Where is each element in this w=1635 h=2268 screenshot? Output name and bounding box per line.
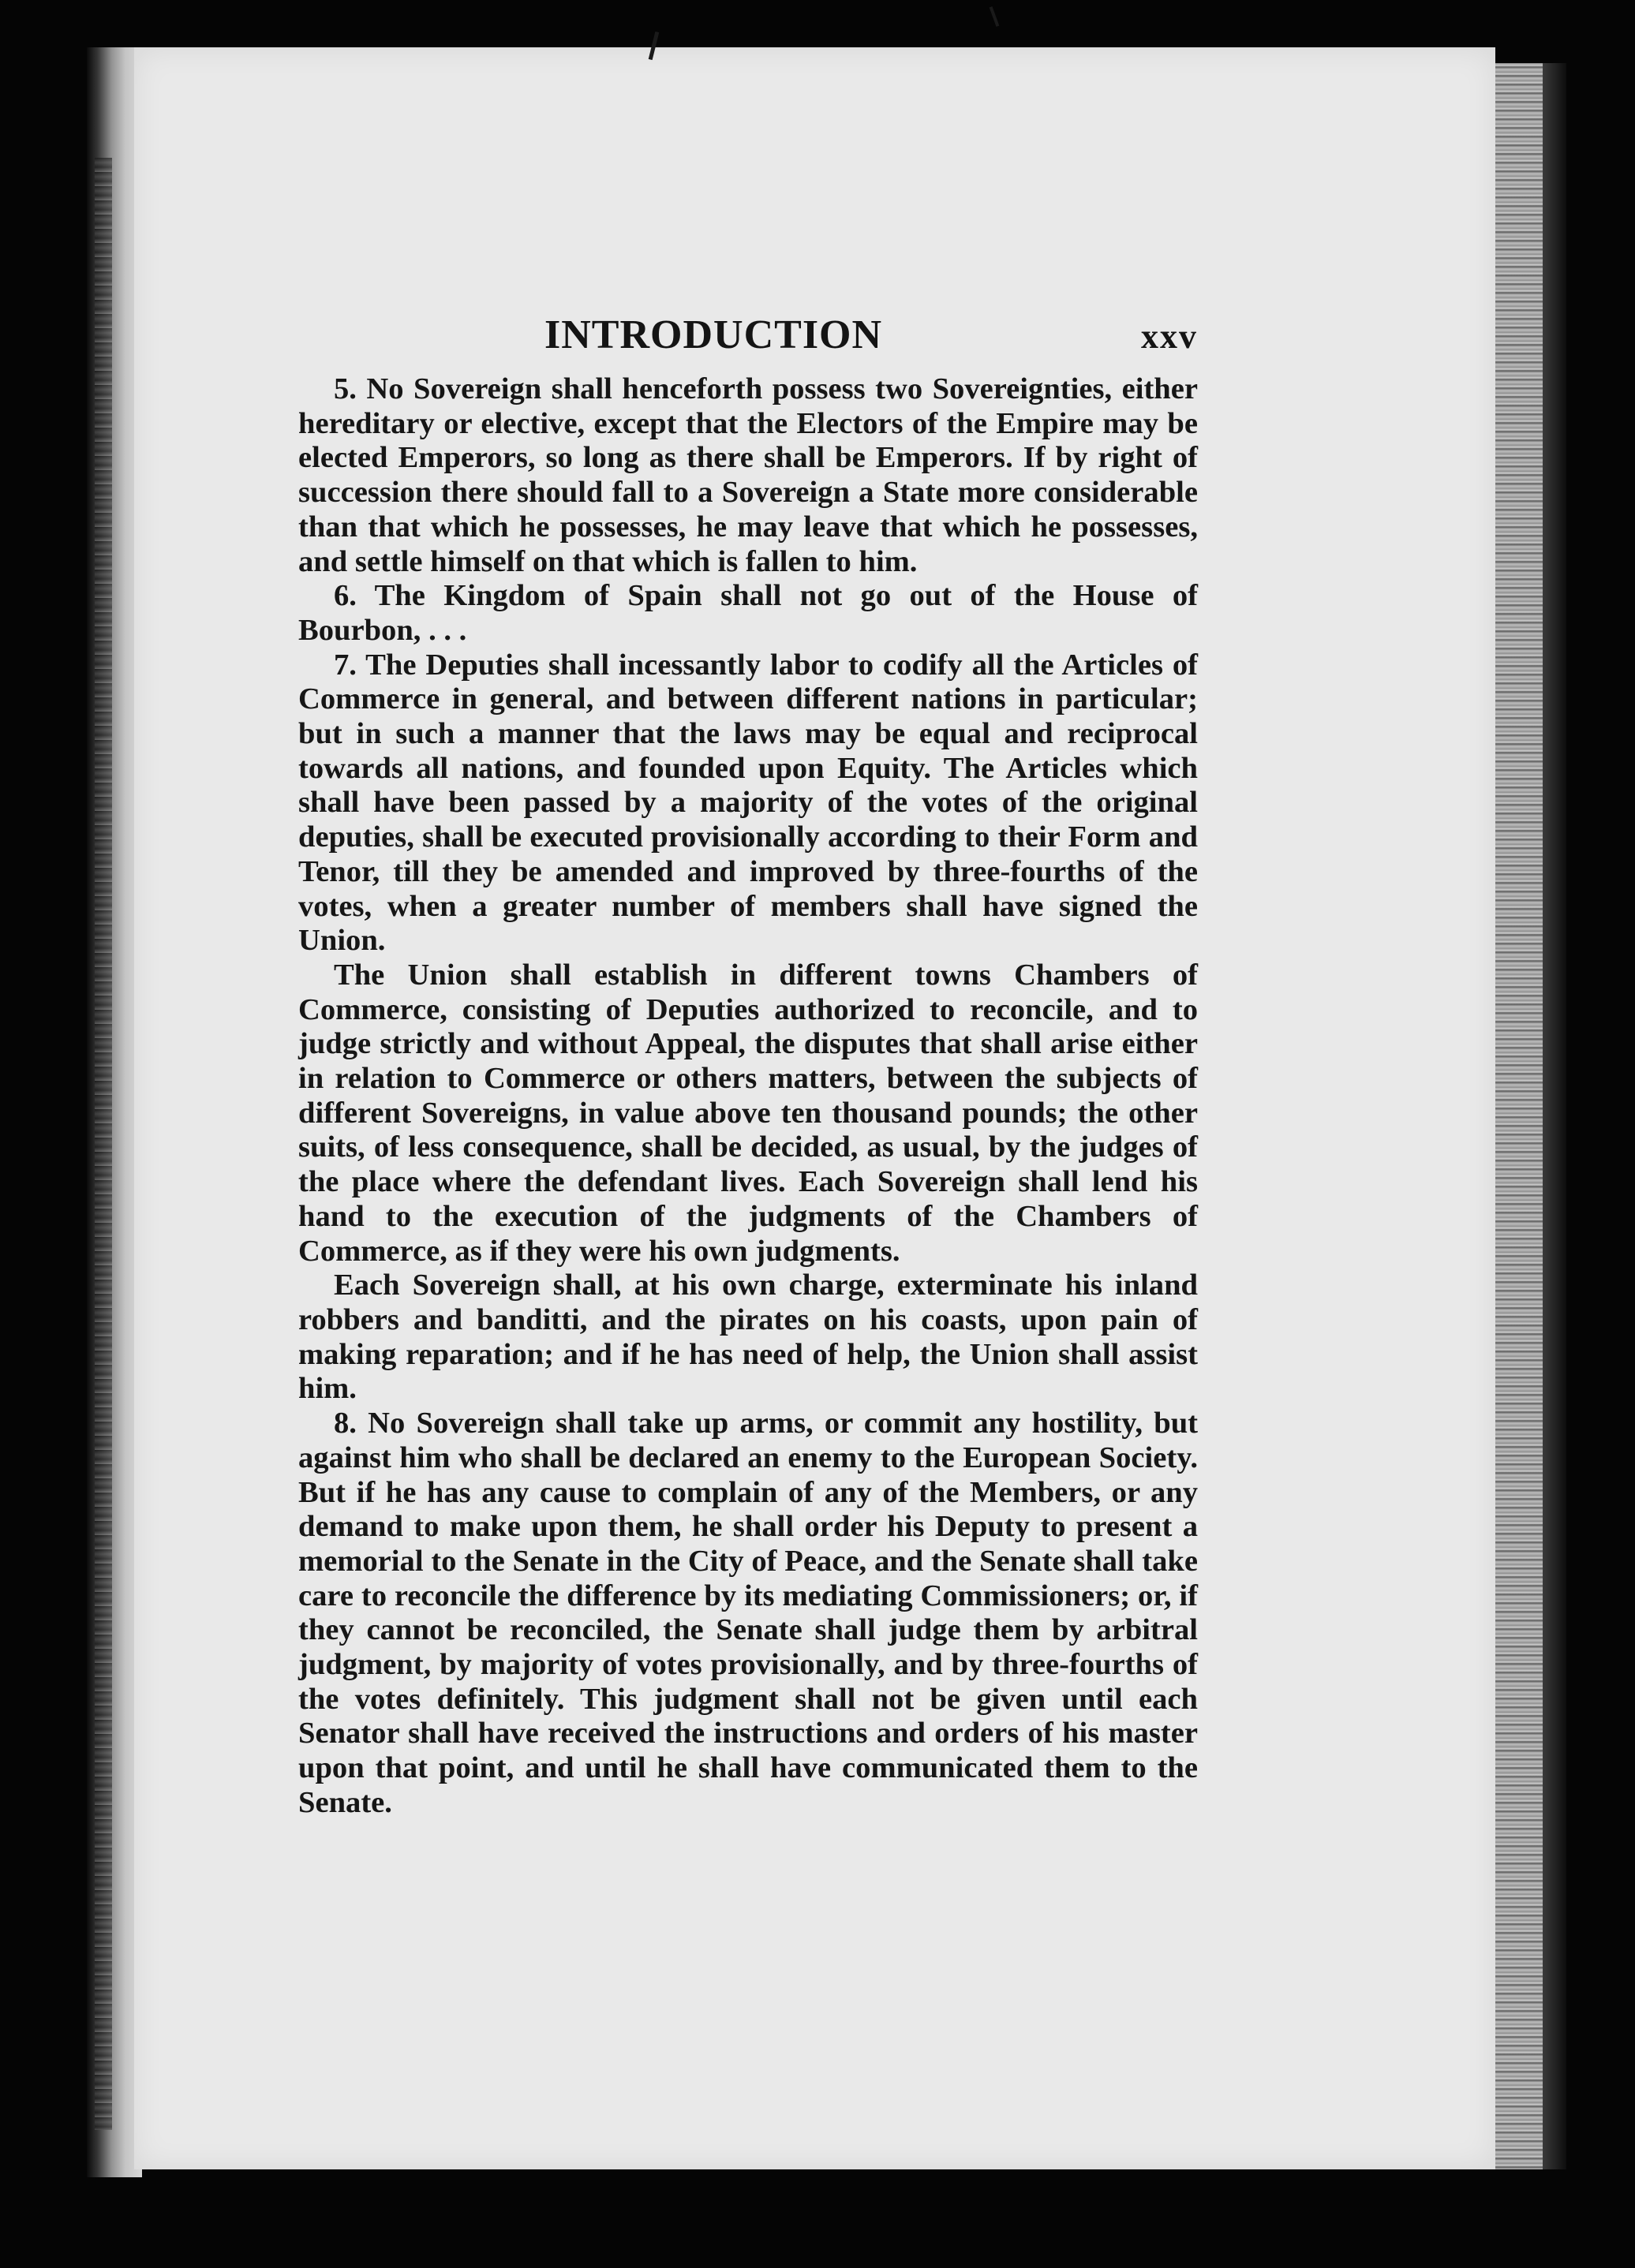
right-edge-shadow [1543,63,1566,2169]
running-header [298,312,1198,367]
running-head-title: INTRODUCTION [544,312,883,357]
page-body [298,372,1198,1821]
page-number: xxv [1141,317,1198,356]
paragraph-robbers-and-pirates: Each Sovereign shall, at his own charge, exterminate his inland robbers and banditti, and the pirates on his coasts, upon pain of making reparation; and if he has need of help, the Union shall assist him. [298,1269,1198,1406]
paragraph-article-7: 7. The Deputies shall incessantly labor to codify all the Articles of Commerce in general, and between different nations in particular; but in such a manner that the laws may be equal and reciprocal towards all nations, and founded upon Equity. The Articles which shall have been passed by a majority of the votes of the original deputies, shall be executed provisionally according to their Form and Tenor, till they be amended and improved by three-fourths of the votes, when a greater number of members shall have signed the Union. [298,648,1198,958]
right-page-stack [1495,63,1543,2169]
paragraph-article-5: 5. No Sovereign shall henceforth possess two Sovereignties, either hereditary or elective, except that the Electors of the Empire may be elected Emperors, so long as there shall be Emperors. If by right of succession there should fall to a Sovereign a State more considerable than that which he possesses, he may leave that which he possesses, and settle himself on that which is fallen to him. [298,372,1198,578]
paragraph-chambers-of-commerce: The Union shall establish in different towns Chambers of Commerce, consisting of Deputies authorized to reconcile, and to judge strictly and without Appeal, the disputes that shall arise either in relation to Commerce or others matters, between the subjects of different Sovereigns, in value above ten thousand pounds; the other suits, of less consequence, shall be decided, as usual, by the judges of the place where the defendant lives. Each Sovereign shall lend his hand to the execution of the judgments of the Chambers of Commerce, as if they were his own judgments. [298,958,1198,1268]
paragraph-article-6: 6. The Kingdom of Spain shall not go out of the House of Bourbon, . . . [298,579,1198,647]
left-binding-shadow [95,158,112,2130]
paragraph-article-8: 8. No Sovereign shall take up arms, or commit any hostility, but against him who shall be declared an enemy to the European Society. But if he has any cause to complain of any of the Members, or any demand to make upon them, he shall order his Deputy to present a memorial to the Senate in the City of Peace, and the Senate shall take care to reconcile the difference by its mediating Commissioners; or, if they cannot be reconciled, the Senate shall judge them by arbitral judgment, by majority of votes provisionally, and by three-fourths of the votes definitely. This judgment shall not be given until each Senator shall have received the instructions and orders of his master upon that point, and until he shall have communicated them to the Senate. [298,1407,1198,1819]
scan-mark-top-right [990,6,1000,27]
